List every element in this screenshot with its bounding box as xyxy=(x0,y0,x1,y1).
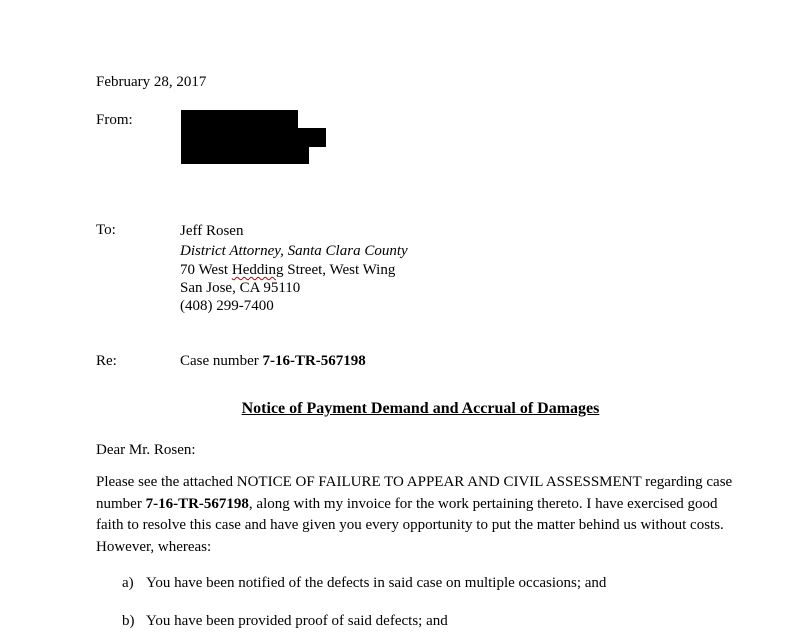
recipient-phone: (408) 299-7400 xyxy=(180,298,274,314)
case-number: 7-16-TR-567198 xyxy=(262,353,366,369)
list-item-text: You have been provided proof of said defects; and xyxy=(146,613,448,629)
list-item-marker: b) xyxy=(122,613,135,629)
spellcheck-word: Hedding xyxy=(231,262,284,278)
recipient-city: San Jose, CA 95110 xyxy=(180,280,301,296)
re-label: Re: xyxy=(96,353,117,369)
list-item-marker: a) xyxy=(122,575,134,591)
list-item-text: You have been notified of the defects in said case on multiple occasions; and xyxy=(146,575,607,591)
re-text: Case number xyxy=(180,353,263,369)
body-case-number: 7-16-TR-567198 xyxy=(145,495,249,512)
notice-heading: Notice of Payment Demand and Accrual of Damages xyxy=(241,400,600,417)
salutation: Dear Mr. Rosen: xyxy=(96,442,196,458)
recipient-street xyxy=(180,261,395,279)
letter-date: February 28, 2017 xyxy=(96,74,207,90)
redaction-bar xyxy=(181,128,326,147)
body-text-a: Please see the attached NOTICE OF FAILURE TO APPEAR AND CIVIL ASSESSMENT regarding case number xyxy=(96,474,733,512)
body-paragraph xyxy=(96,472,736,558)
recipient-title: District Attorney, Santa Clara County xyxy=(180,243,408,259)
redaction-bar xyxy=(181,110,298,129)
to-label: To: xyxy=(96,222,116,238)
redaction-bar xyxy=(181,146,309,164)
recipient-name: Jeff Rosen xyxy=(180,223,244,239)
from-label: From: xyxy=(96,112,133,128)
street-rest: Street, West Wing xyxy=(283,262,396,278)
re-line xyxy=(180,352,366,370)
street-number: 70 West xyxy=(180,262,232,278)
body-text-b: , along with my invoice for the work pertaining thereto. I have exercised good faith to resolve this case and have given you every opportunity to put the matter behind us without costs. However, whereas: xyxy=(96,495,724,555)
